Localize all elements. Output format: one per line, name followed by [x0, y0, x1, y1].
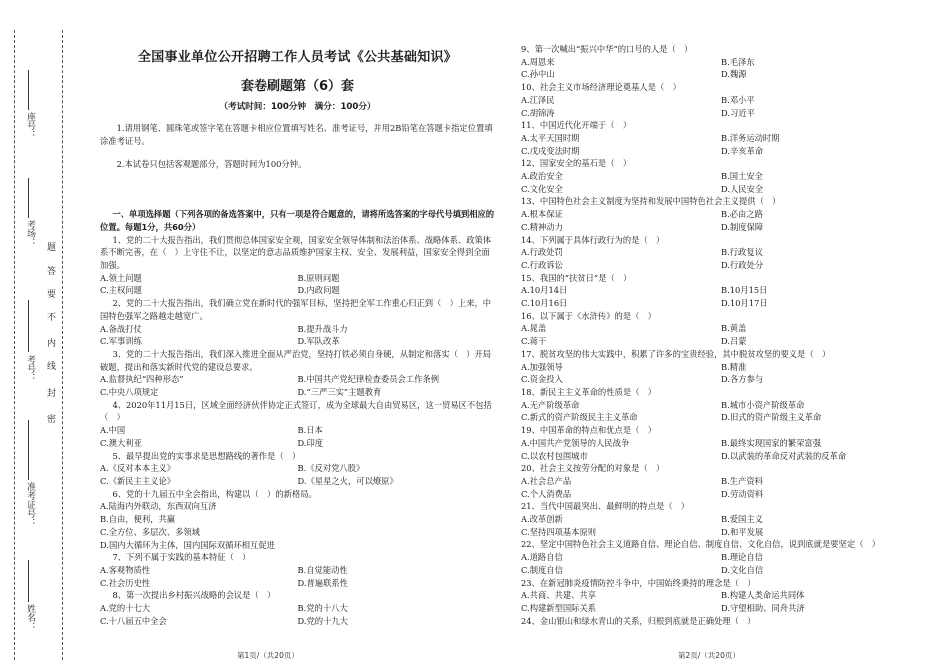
question-stem: 2、党的二十大报告指出，我们确立党在新时代的强军目标，坚持把全军工作重心归正到（ ）上来，中国特色强军之路越走越宽广。: [100, 298, 492, 321]
answer-option: A.备战打仗: [100, 323, 142, 334]
seal-char: 内: [47, 339, 57, 349]
answer-option: D.旧式的资产阶级主义革命: [721, 412, 822, 423]
answer-option: B.必由之路: [721, 209, 763, 220]
answer-option: A.10月14日: [521, 285, 568, 296]
option-group: [521, 56, 921, 81]
answer-option: D.劳动资料: [721, 488, 764, 499]
answer-option: B.爱国主义: [721, 514, 763, 525]
answer-option: A.陆海内外联动，东西双向互济: [100, 501, 217, 512]
answer-option: A.客观物质性: [100, 564, 151, 575]
answer-option: D.军队改革: [297, 336, 340, 347]
answer-option: C.新式的资产阶级民主主义革命: [521, 412, 638, 423]
answer-option: A.改革创新: [521, 514, 563, 525]
option-group: [521, 246, 921, 271]
answer-option: D.《星星之火，可以燎原》: [297, 475, 398, 486]
option-group: [100, 424, 495, 449]
seat-label: 座号：: [25, 112, 35, 139]
question-item: [100, 234, 495, 298]
option-group: [521, 284, 921, 309]
exam-no-label: 考号：: [25, 355, 35, 382]
answer-option: A.《反对本本主义》: [100, 463, 176, 474]
answer-option: A.中国共产党领导的人民战争: [521, 437, 630, 448]
option-group: [521, 322, 921, 347]
option-group: [100, 373, 495, 398]
answer-option: A.加强领导: [521, 361, 563, 372]
answer-option: C.孙中山: [521, 69, 555, 80]
question-item: [100, 348, 495, 399]
answer-option: D.吕蒙: [721, 336, 747, 347]
seal-char: 不: [47, 313, 57, 323]
question-item: [521, 500, 921, 538]
option-group: [521, 513, 921, 538]
page-2-column: [521, 43, 921, 627]
question-list: [521, 43, 921, 627]
option-group: [100, 500, 495, 551]
answer-option: A.监督执纪“四种形态”: [100, 374, 184, 385]
question-item: [100, 551, 495, 589]
answer-option: C.资金投入: [521, 374, 563, 385]
answer-option: D.魏源: [721, 69, 747, 80]
exam-no-underline: [28, 300, 29, 352]
answer-option: B.10月15日: [721, 285, 768, 296]
option-group: [100, 462, 495, 487]
answer-option: C.全方位、多层次、多领域: [100, 526, 200, 537]
question-item: [521, 462, 921, 500]
question-stem: 4、2020年11月15日，区域全面经济伙伴协定正式签订，成为全球最大自由贸易区，这一贸易区不包括（ ）: [100, 399, 492, 423]
answer-option: C.个人消费品: [521, 488, 572, 499]
answer-option: C.十八届五中全会: [100, 615, 167, 626]
question-stem: 20、社会主义按劳分配的对象是（ ）: [521, 463, 665, 474]
question-stem: 9、第一次喊出“振兴中华”的口号的人是（ ）: [521, 44, 693, 54]
answer-option: B.洋务运动时期: [721, 132, 780, 143]
answer-option: B.黄盖: [721, 323, 747, 334]
seal-char: 题: [47, 243, 57, 253]
answer-option: C.戊戌变法时期: [521, 145, 580, 156]
question-item: [521, 43, 921, 81]
question-stem: 6、党的十九届五中全会指出，构建以（ ）的新格局。: [112, 488, 317, 499]
answer-option: B.城市小资产阶级革命: [721, 399, 805, 410]
answer-option: C.坚持四项基本原则: [521, 526, 597, 537]
answer-option: C.军事训练: [100, 336, 142, 347]
answer-option: D.习近平: [721, 107, 755, 118]
answer-option: D.和平发展: [721, 526, 764, 537]
answer-option: A.政治安全: [521, 171, 563, 182]
question-item: [521, 195, 921, 233]
answer-option: D.党的十九大: [297, 615, 348, 626]
question-stem: 17、脱贫攻坚的伟大实践中，积累了许多的宝贵经验，其中脱贫攻坚的要义是（ ）: [521, 348, 831, 359]
question-stem: 18、新民主主义革命的性质是（ ）: [521, 386, 657, 397]
answer-option: D.守望相助、同舟共济: [721, 602, 805, 613]
ticket-underline: [28, 420, 29, 480]
page-1-column: [100, 40, 495, 627]
option-group: [521, 399, 921, 424]
question-stem: 14、下列属于具体行政行为的是（ ）: [521, 234, 665, 245]
answer-option: D.制度保障: [721, 221, 764, 232]
option-group: [521, 208, 921, 233]
instruction-note: 1.请用钢笔、圆珠笔或签字笔在答题卡相应位置填写姓名、准考证号，并用2B铅笔在答题卡指定位置填涂准考证号。: [100, 123, 493, 146]
answer-option: C.以农村包围城市: [521, 450, 588, 461]
section-title: 一、单项选择题（下列各项的备选答案中，只有一项是符合题意的，请将所选答案的字母代号填到相应的位置。每题1分，共60分）: [100, 209, 495, 232]
question-stem: 22、坚定中国特色社会主义道路自信、理论自信、制度自信、文化自信，说到底就是要坚定（ ）: [521, 539, 881, 550]
question-item: [100, 297, 495, 348]
answer-option: B.精准: [721, 361, 747, 372]
seal-char: 封: [47, 389, 57, 399]
answer-option: B.《反对党八股》: [297, 463, 365, 474]
question-stem: 11、中国近代化开端于（ ）: [521, 120, 632, 131]
answer-option: C.胡锦涛: [521, 107, 555, 118]
answer-option: D.“三严三实”主题教育: [297, 387, 382, 398]
answer-option: B.理论自信: [721, 552, 763, 563]
question-stem: 16、以下属于《水浒传》的是（ ）: [521, 310, 657, 321]
question-item: [100, 488, 495, 552]
answer-option: B.党的十八大: [297, 603, 348, 614]
option-group: [100, 564, 495, 589]
exam-info: （考试时间：100分钟 满分：100分）: [219, 102, 376, 113]
question-stem: 12、国家安全的基石是（ ）: [521, 158, 632, 169]
answer-option: D.普遍联系性: [297, 577, 348, 588]
option-group: [521, 475, 921, 500]
question-item: [521, 386, 921, 424]
answer-option: D.内政问题: [297, 285, 340, 296]
answer-option: B.中国共产党纪律检查委员会工作条例: [297, 374, 439, 385]
name-underline: [28, 560, 29, 602]
option-group: [521, 132, 921, 157]
answer-option: D.辛亥革命: [721, 145, 764, 156]
answer-option: A.行政处罚: [521, 247, 563, 258]
answer-option: A.共商、共建、共享: [521, 590, 597, 601]
answer-option: C.澳大利亚: [100, 437, 142, 448]
question-list: [100, 234, 495, 628]
question-stem: 21、当代中国最突出、最鲜明的特点是（ ）: [521, 501, 690, 512]
seal-char: 线: [47, 362, 57, 372]
answer-option: B.提升战斗力: [297, 323, 348, 334]
answer-option: C.行政诉讼: [521, 259, 563, 270]
binding-strip: [0, 0, 90, 672]
page-1-footer: 第1页/（共20页）: [237, 651, 299, 660]
room-underline: [28, 178, 29, 218]
question-item: [521, 81, 921, 119]
option-group: [521, 589, 921, 614]
question-stem: 5、最早提出党的实事求是思想路线的著作是（ ）: [112, 450, 301, 461]
answer-option: A.中国: [100, 425, 126, 436]
question-item: [521, 157, 921, 195]
outer-dashed-line: [14, 30, 15, 660]
question-item: [521, 538, 921, 576]
answer-option: D.行政处分: [721, 259, 764, 270]
seal-char: 答: [47, 267, 57, 277]
seat-underline: [28, 70, 29, 110]
option-group: [521, 170, 921, 195]
option-group: [100, 272, 495, 297]
answer-option: A.领土问题: [100, 272, 142, 283]
answer-option: B.原则问题: [297, 272, 340, 283]
question-item: [100, 589, 495, 627]
answer-option: D.各方参与: [721, 374, 764, 385]
answer-option: C.《新民主主义论》: [100, 475, 176, 486]
answer-option: B.最终实现国家的繁荣富强: [721, 437, 822, 448]
answer-option: D.以武装的革命反对武装的反革命: [721, 450, 847, 461]
answer-option: C.构建新型国际关系: [521, 602, 597, 613]
answer-option: B.自由，便利，共赢: [100, 514, 176, 525]
answer-option: B.构建人类命运共同体: [721, 590, 805, 601]
question-stem: 24、金山银山和绿水青山的关系，归根到底就是正确处理（ ）: [521, 615, 756, 626]
ticket-label: 准考证号：: [25, 482, 35, 527]
answer-option: C.精神动力: [521, 221, 563, 232]
seal-char: 密: [47, 415, 57, 425]
option-group: [521, 361, 921, 386]
answer-option: B.国土安全: [721, 171, 763, 182]
question-item: [100, 399, 495, 450]
answer-option: C.主权问题: [100, 285, 142, 296]
exam-subtitle: 套卷刷题第（6）套: [240, 78, 355, 94]
question-stem: 10、社会主义市场经济理论奠基人是（ ）: [521, 82, 681, 93]
option-group: [521, 551, 921, 576]
answer-option: D.国内大循环为主体，国内国际双循环相互促进: [100, 539, 275, 550]
instruction-note: 2.本试卷只包括客观题部分，答题时间为100分钟。: [116, 158, 307, 169]
answer-option: D.文化自信: [721, 564, 764, 575]
question-stem: 8、第一次提出乡村振兴战略的会议是（ ）: [112, 590, 276, 601]
question-stem: 19、中国革命的特点和优点是（ ）: [521, 425, 657, 436]
answer-option: C.中央八项规定: [100, 387, 159, 398]
question-stem: 1、党的二十大报告指出，我们贯彻总体国家安全观，国家安全领导体制和法治体系、战略体系、政策体系不断完善，在（ ）上守住不让，以坚定的意志品质维护国家主权、安全、发展利益，国家安全得到全面加强。: [100, 234, 492, 271]
option-group: [100, 602, 495, 627]
answer-option: A.党的十七大: [100, 603, 151, 614]
answer-option: D.印度: [297, 437, 324, 448]
question-item: [521, 310, 921, 348]
seal-char: 要: [47, 290, 57, 300]
answer-option: A.无产阶级革命: [521, 399, 580, 410]
option-group: [100, 323, 495, 348]
question-stem: 23、在新冠肺炎疫情防控斗争中，中国始终秉持的理念是（ ）: [521, 577, 756, 588]
answer-option: C.文化安全: [521, 183, 563, 194]
room-label: 考场：: [25, 220, 35, 247]
answer-option: C.10月16日: [521, 298, 568, 309]
answer-option: A.太平天国时期: [521, 132, 580, 143]
answer-option: C.制度自信: [521, 564, 563, 575]
answer-option: A.社会总产品: [521, 475, 572, 486]
name-label: 姓名：: [25, 604, 35, 631]
answer-option: C.社会历史性: [100, 577, 151, 588]
page-2-footer: 第2页/（共20页）: [678, 651, 740, 660]
question-item: [521, 272, 921, 310]
answer-option: A.道路自信: [521, 552, 563, 563]
answer-option: B.生产资料: [721, 475, 763, 486]
question-stem: 13、中国特色社会主义制度为坚持和发展中国特色社会主义提供（ ）: [521, 196, 781, 207]
answer-option: B.毛泽东: [721, 56, 755, 67]
answer-option: B.行政复议: [721, 247, 763, 258]
answer-option: A.江泽民: [521, 94, 555, 105]
option-group: [521, 94, 921, 119]
exam-title: 全国事业单位公开招聘工作人员考试《公共基础知识》: [137, 50, 458, 65]
answer-option: A.晁盖: [521, 323, 547, 334]
question-item: [521, 348, 921, 386]
question-item: [521, 234, 921, 272]
answer-option: A.周恩来: [521, 56, 555, 67]
answer-option: C.蒋干: [521, 336, 547, 347]
option-group: [521, 437, 921, 462]
question-stem: 7、下列不属于实践的基本特征（ ）: [112, 552, 251, 563]
answer-option: B.邓小平: [721, 94, 755, 105]
question-item: [521, 119, 921, 157]
answer-option: D.10月17日: [721, 298, 768, 309]
question-item: [521, 424, 921, 462]
answer-option: B.自觉能动性: [297, 564, 348, 575]
answer-option: B.日本: [297, 425, 323, 436]
question-item: [521, 577, 921, 615]
question-item: [521, 615, 921, 628]
answer-option: A.根本保证: [521, 209, 563, 220]
question-stem: 3、党的二十大报告指出，我们深入推进全面从严治党，坚持打铁必须自身硬，从制定和落实（ ）开局破题，提出和落实新时代党的建设总要求。: [100, 348, 492, 372]
answer-option: D.人民安全: [721, 183, 764, 194]
question-item: [100, 450, 495, 488]
question-stem: 15、我国的“扶贫日”是（ ）: [521, 272, 632, 283]
inner-dashed-line: [62, 30, 63, 660]
